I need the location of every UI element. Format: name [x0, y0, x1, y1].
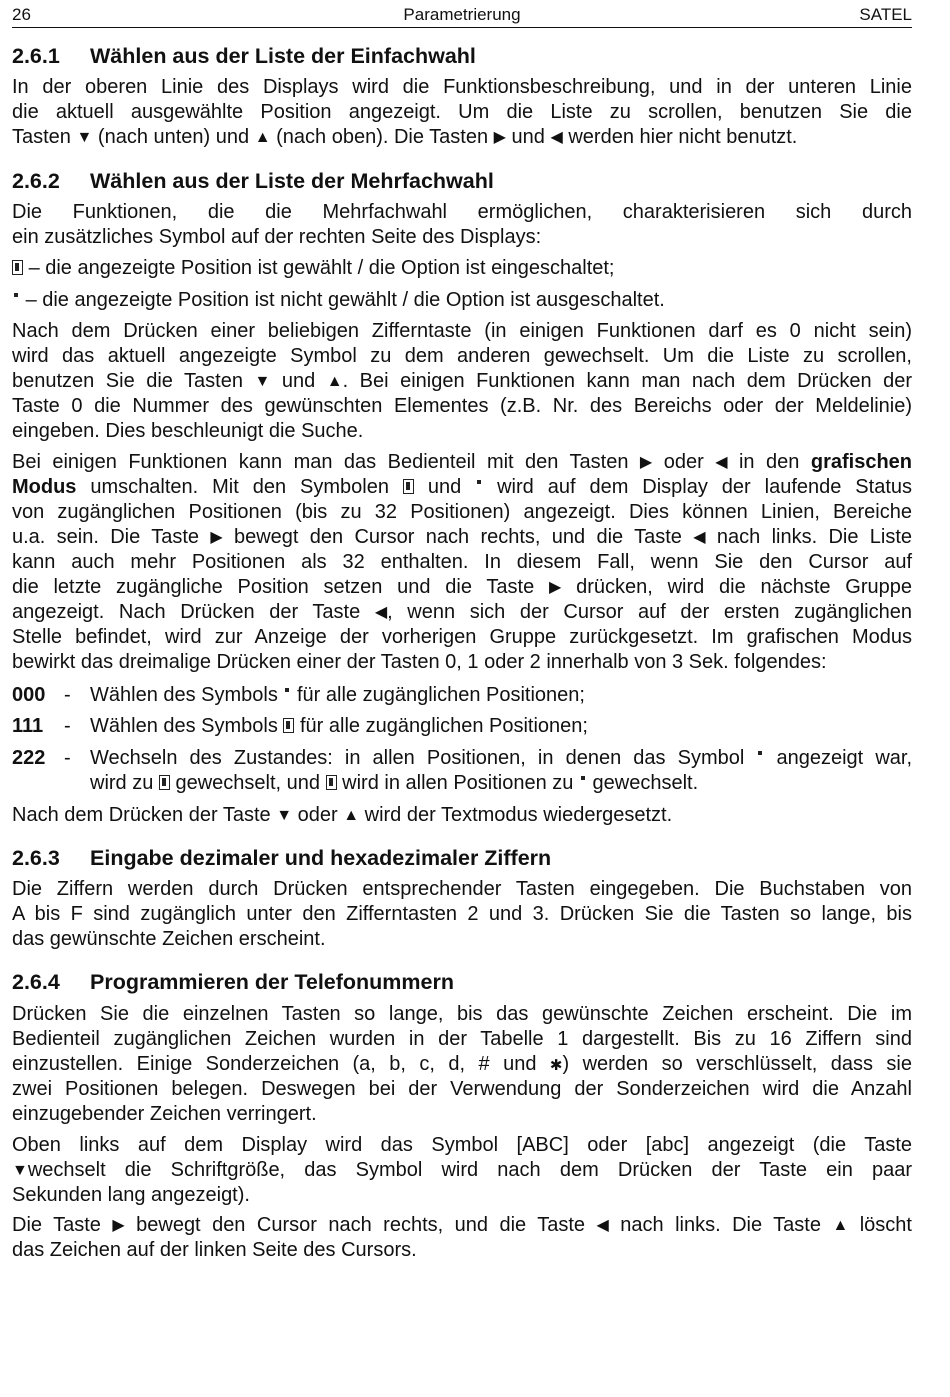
- arrow-down-icon: ▼: [254, 373, 271, 390]
- arrow-left-icon: ◀: [596, 1217, 609, 1234]
- heading-2-6-1: 2.6.1 Wählen aus der Liste der Einfachwahl: [12, 44, 476, 68]
- paragraph-2-6-2-b: Bei einigen Funktionen kann man das Bedienteil mit den Tasten ▶ oder ◀ in den grafischen Modus umschalten. Mit den Symbolen und wird auf dem Display der laufende Status von zugänglichen Positionen (bis zu 32 Positionen) angezeigt. Dies können Linien, Bereiche u.a. sein. Die Taste ▶ bewegt den Cursor nach rechts, und die Taste ◀ nach links. Die Liste kann auch mehr Positionen als 32 enthalten. In diesem Fall, wenn Sie den Cursor auf die letzte zugängliche Position setzen und die Taste ▶ drücken, wird die nächste Gruppe angezeigt. Nach Drücken der Taste ◀, wenn sich der Cursor auf der ersten zugänglichen Stelle befindet, wird zur Anzeige der vorherigen Gruppe zurückgesetzt. Im grafischen Modus bewirkt das dreimalige Drücken einer der Tasten 0, 1 oder 2 innerhalb von 3 Sek. folgendes:: [12, 451, 913, 673]
- paragraph-2-6-1: In der oberen Linie des Displays wird die Funktionsbeschreibung, und in der unteren Linie die aktuell ausgewählte Position angezeigt. Um die Liste zu scrollen, benutzen Sie die Tasten ▼ (nach unten) und ▲ (nach oben). Die Tasten ▶ und ◀ werden hier nicht benutzt.: [12, 76, 912, 148]
- unchecked-dot-icon: [477, 480, 481, 484]
- symbol-off-line: – die angezeigte Position ist nicht gewählt / die Option ist ausgeschaltet.: [12, 288, 912, 313]
- heading-2-6-2: 2.6.2 Wählen aus der Liste der Mehrfachwahl: [12, 169, 494, 193]
- checked-box-icon: [326, 775, 337, 790]
- header-brand: SATEL: [859, 5, 912, 24]
- paragraph-2-6-2-intro: Die Funktionen, die die Mehrfachwahl ermöglichen, charakterisieren sich durch ein zusätzliches Symbol auf der rechten Seite des Displays:: [12, 201, 912, 248]
- arrow-up-icon: ▲: [343, 807, 360, 824]
- arrow-right-icon: ▶: [549, 579, 562, 596]
- page-number: 26: [12, 5, 31, 24]
- arrow-right-icon: ▶: [639, 454, 653, 471]
- arrow-right-icon: ▶: [112, 1217, 125, 1234]
- arrow-right-icon: ▶: [210, 529, 223, 546]
- header-section-title: Parametrierung: [403, 5, 521, 24]
- arrow-down-icon: ▼: [276, 807, 293, 824]
- arrow-left-icon: ◀: [715, 454, 728, 471]
- asterisk-icon: ✱: [549, 1057, 563, 1074]
- paragraph-2-6-4-a: Drücken Sie die einzelnen Tasten so lange, bis das gewünschte Zeichen erscheint. Die im Bedienteil zugänglichen Zeichen wurden in der Tabelle 1 dargestellt. Bis zu 16 Ziffern sind einzustellen. Einige Sonderzeichen (a, b, c, d, # und ✱) werden so verschlüsselt, dass sie zwei Positionen belegen. Deswegen bei der Verwendung der Sonderzeichen wird die Anzahl einzugebender Zeichen verringert.: [12, 1003, 912, 1125]
- checked-box-icon: [159, 775, 170, 790]
- unchecked-dot-icon: [758, 751, 762, 755]
- arrow-up-icon: ▲: [832, 1217, 849, 1234]
- heading-2-6-3: 2.6.3 Eingabe dezimaler und hexadezimaler Ziffern: [12, 846, 552, 870]
- heading-2-6-4: 2.6.4 Programmieren der Telefonummern: [12, 970, 454, 994]
- paragraph-2-6-2-a: Nach dem Drücken einer beliebigen Zifferntaste (in einigen Funktionen darf es 0 nicht sein) wird das aktuell angezeigte Symbol zu dem anderen gewechselt. Um die Liste zu scrollen, benutzen Sie die Tasten ▼ und ▲. Bei einigen Funktionen kann man nach dem Drücken der Taste 0 die Nummer des gewünschten Elementes (z.B. Nr. des Bereichs oder der Meldelinie) eingeben. Dies beschleunigt die Suche.: [12, 320, 913, 442]
- symbol-on-line: – die angezeigte Position ist gewählt / die Option ist eingeschaltet;: [12, 256, 912, 281]
- arrow-down-icon: ▼: [76, 129, 93, 146]
- arrow-right-icon: ▶: [493, 129, 506, 146]
- paragraph-2-6-4-b: Oben links auf dem Display wird das Symbol [ABC] oder [abc] angezeigt (die Taste ▼wechselt die Schriftgröße, das Symbol wird nach dem Drücken der Taste ein paar Sekunden lang angezeigt).: [12, 1134, 912, 1206]
- arrow-down-icon: ▼: [12, 1162, 28, 1179]
- unchecked-dot-icon: [581, 776, 585, 780]
- checked-box-icon: [12, 260, 23, 275]
- arrow-left-icon: ◀: [693, 529, 706, 546]
- unchecked-dot-icon: [14, 293, 18, 297]
- checked-box-icon: [403, 479, 414, 494]
- paragraph-2-6-3: Die Ziffern werden durch Drücken entsprechender Tasten eingegeben. Die Buchstaben von A bis F sind zugänglich unter den Zifferntasten 2 und 3. Drücken Sie die Tasten so lange, bis das gewünschte Zeichen erscheint.: [12, 878, 912, 950]
- paragraph-2-6-4-c: Die Taste ▶ bewegt den Cursor nach rechts, und die Taste ◀ nach links. Die Taste ▲ löscht das Zeichen auf der linken Seite des Cursors.: [12, 1214, 912, 1261]
- arrow-left-icon: ◀: [374, 604, 388, 621]
- arrow-left-icon: ◀: [550, 129, 563, 146]
- checked-box-icon: [283, 718, 294, 733]
- page-header: [12, 5, 912, 28]
- unchecked-dot-icon: [285, 688, 289, 692]
- arrow-up-icon: ▲: [326, 373, 343, 390]
- paragraph-2-6-2-c: Nach dem Drücken der Taste ▼ oder ▲ wird der Textmodus wiedergesetzt.: [12, 804, 673, 826]
- arrow-up-icon: ▲: [254, 129, 271, 146]
